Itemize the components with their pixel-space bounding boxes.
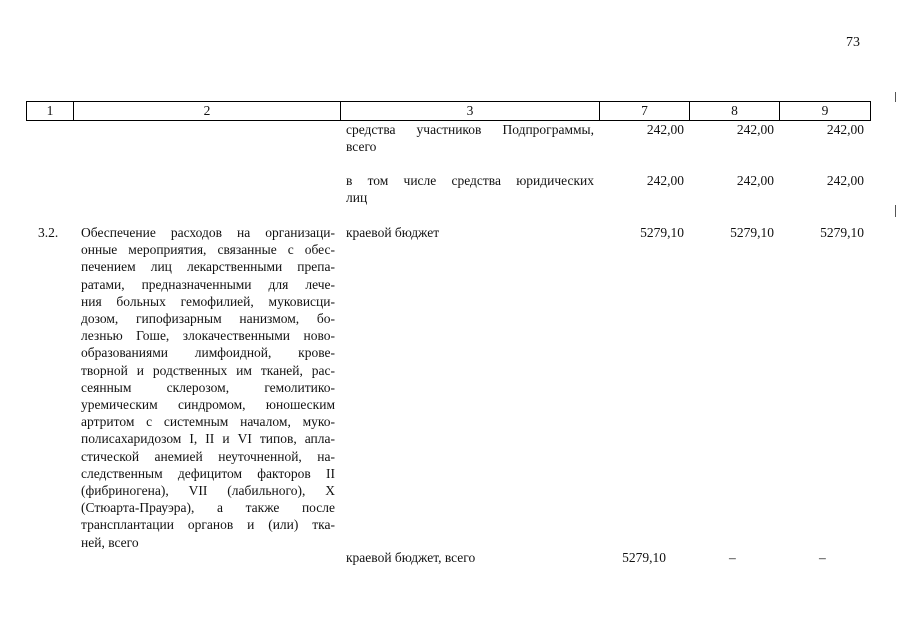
column-divider: [870, 101, 871, 120]
value-col8: 242,00: [736, 122, 774, 137]
scan-mark: [895, 92, 896, 102]
funding-source-regional-budget: краевой бюджет: [346, 225, 440, 240]
source-line: в том числе средства юридических: [346, 173, 594, 188]
header-col-9: 9: [821, 103, 829, 118]
funding-source-participants: [346, 121, 594, 155]
page-number: 73: [846, 35, 860, 50]
funding-source-legal-entities: [346, 172, 594, 206]
desc-line: лезнью Гоше, злокачественными ново-: [81, 328, 335, 344]
value-col7: 5279,10: [622, 550, 666, 565]
header-col-2: 2: [203, 103, 211, 118]
header-col-8: 8: [731, 103, 738, 118]
funding-source-regional-budget-total: краевой бюджет, всего: [346, 550, 476, 565]
source-line: лиц: [346, 190, 368, 205]
desc-line: Обеспечение расходов на организаци-: [81, 225, 335, 240]
header-col-1: 1: [46, 103, 54, 118]
desc-line: печением лиц лекарственными препа-: [81, 259, 335, 275]
desc-line: (фибриногена), VII (лабильного), X: [81, 483, 335, 499]
value-col8: –: [729, 550, 736, 565]
desc-line: стической анемией неуточненной, на-: [81, 448, 335, 464]
value-col9: 5279,10: [820, 225, 864, 240]
value-col9: –: [819, 550, 826, 565]
value-col8: 5279,10: [730, 225, 774, 240]
desc-line: трансплантации органов и (или) тка-: [81, 517, 335, 533]
value-col7: 5279,10: [640, 225, 684, 240]
desc-line: ней, всего: [81, 534, 139, 550]
source-line: всего: [346, 139, 377, 154]
desc-line: онные мероприятия, связанные с обес-: [81, 242, 335, 258]
desc-line: полисахаридозом I, II и VI типов, апла-: [81, 431, 335, 447]
header-col-3: 3: [466, 103, 474, 118]
row-number: 3.2.: [38, 225, 59, 240]
desc-line: ния больных гемофилией, муковисци-: [81, 293, 335, 309]
desc-line: образованиями лимфоидной, крове-: [81, 345, 335, 361]
desc-line: уремическим синдромом, юношеским: [81, 397, 335, 413]
value-col9: 242,00: [826, 173, 864, 188]
header-col-7: 7: [641, 103, 648, 118]
value-col7: 242,00: [646, 173, 684, 188]
desc-line: ратами, предназначенными для лече-: [81, 276, 335, 292]
value-col7: 242,00: [646, 122, 684, 137]
desc-line: (Стюарта-Прауэра), а также после: [81, 500, 335, 516]
desc-line: следственным дефицитом факторов II: [81, 465, 335, 481]
desc-line: творной и родственных им тканей, рас-: [81, 362, 335, 378]
desc-line: сеянным склерозом, гемолитико-: [81, 379, 335, 395]
desc-line: артритом с системным началом, муко-: [81, 414, 335, 430]
source-line: средства участников Подпрограммы,: [346, 122, 594, 137]
measure-description: [81, 224, 335, 551]
value-col8: 242,00: [736, 173, 774, 188]
scan-mark: [895, 205, 896, 217]
desc-line: дозом, гипофизарным нанизмом, бо-: [81, 311, 335, 327]
value-col9: 242,00: [826, 122, 864, 137]
